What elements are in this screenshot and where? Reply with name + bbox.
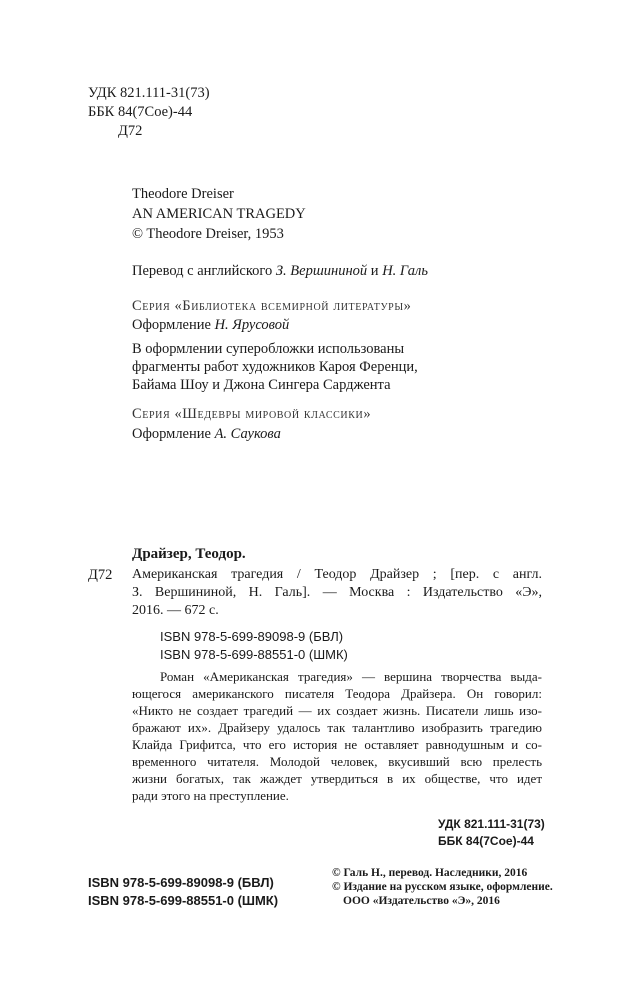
annotation-line: Клайда Грифитса, что его история не оставляет равнодушным и со-	[132, 737, 542, 752]
translator-1: З. Вершининой	[275, 263, 368, 279]
series-1-label: Серия «Библиотека всемирной литературы»	[132, 298, 412, 314]
catalog-bbk: ББК 84(7Сое)-44	[438, 834, 534, 848]
bbk-code: ББК 84(7Сое)-44	[88, 104, 193, 120]
series-1-note-line: В оформлении суперобложки использованы	[132, 341, 405, 357]
catalog-line: 2016. — 672 с.	[132, 603, 219, 618]
footer-copyright-line: © Издание на русском языке, оформление.	[332, 881, 553, 893]
series-1-note-line: Байама Шоу и Джона Сингера Сарджента	[132, 377, 391, 393]
annotation-line: бражают их». Драйзеру удалось так талантливо изобразить трагедию	[132, 720, 542, 735]
author-mark: Д72	[118, 123, 143, 139]
series-2-designer: А. Саукова	[214, 426, 281, 442]
annotation-line: ющегося американского писателя Теодора Драйзера. Он говорил:	[132, 686, 542, 701]
series-1-designer: Н. Ярусовой	[214, 317, 290, 333]
original-copyright: © Theodore Dreiser, 1953	[132, 226, 284, 242]
annotation-line: временного читателя. Молодой человек, вкусивший всю прелесть	[132, 754, 542, 769]
catalog-isbn-1: ISBN 978-5-699-89098-9 (БВЛ)	[160, 629, 344, 644]
series-1-design	[132, 316, 289, 334]
catalog-author-mark: Д72	[88, 567, 113, 583]
series-1-note-line: фрагменты работ художников Кароя Ференци,	[132, 359, 418, 375]
catalog-line: З. Вершининой, Н. Галь]. — Москва : Издательство «Э»,	[132, 585, 542, 600]
series-2-design	[132, 425, 281, 443]
udk-code: УДК 821.111-31(73)	[88, 85, 210, 101]
translator-2: Н. Галь	[382, 263, 428, 279]
series-2-design-prefix: Оформление	[132, 426, 215, 442]
translation-line	[132, 262, 428, 280]
series-2-label: Серия «Шедевры мировой классики»	[132, 406, 372, 422]
footer-isbn-1: ISBN 978-5-699-89098-9 (БВЛ)	[88, 875, 274, 890]
annotation-line: «Никто не создает трагедий — их создает жизнь. Писатели лишь изо-	[132, 703, 542, 718]
translation-prefix: Перевод с английского	[132, 263, 276, 279]
annotation-line: жизни богатых, так жаждет утвердиться в их обществе, что идет	[132, 771, 542, 786]
footer-copyright-line: ООО «Издательство «Э», 2016	[343, 895, 500, 907]
translation-and: и	[367, 263, 383, 279]
original-author: Theodore Dreiser	[132, 186, 234, 202]
catalog-isbn-2: ISBN 978-5-699-88551-0 (ШМК)	[160, 647, 348, 662]
catalog-heading: Драйзер, Теодор.	[132, 546, 246, 562]
annotation-line: Роман «Американская трагедия» — вершина творчества выда-	[160, 669, 542, 684]
original-title: AN AMERICAN TRAGEDY	[132, 206, 306, 222]
annotation-line: ради этого на преступление.	[132, 788, 289, 803]
catalog-udk: УДК 821.111-31(73)	[438, 817, 545, 831]
footer-copyright-line: © Галь Н., перевод. Наследники, 2016	[332, 867, 528, 879]
footer-isbn-2: ISBN 978-5-699-88551-0 (ШМК)	[88, 893, 279, 908]
catalog-line: Американская трагедия / Теодор Драйзер ; [пер. с англ.	[132, 567, 542, 582]
series-1-design-prefix: Оформление	[132, 317, 215, 333]
